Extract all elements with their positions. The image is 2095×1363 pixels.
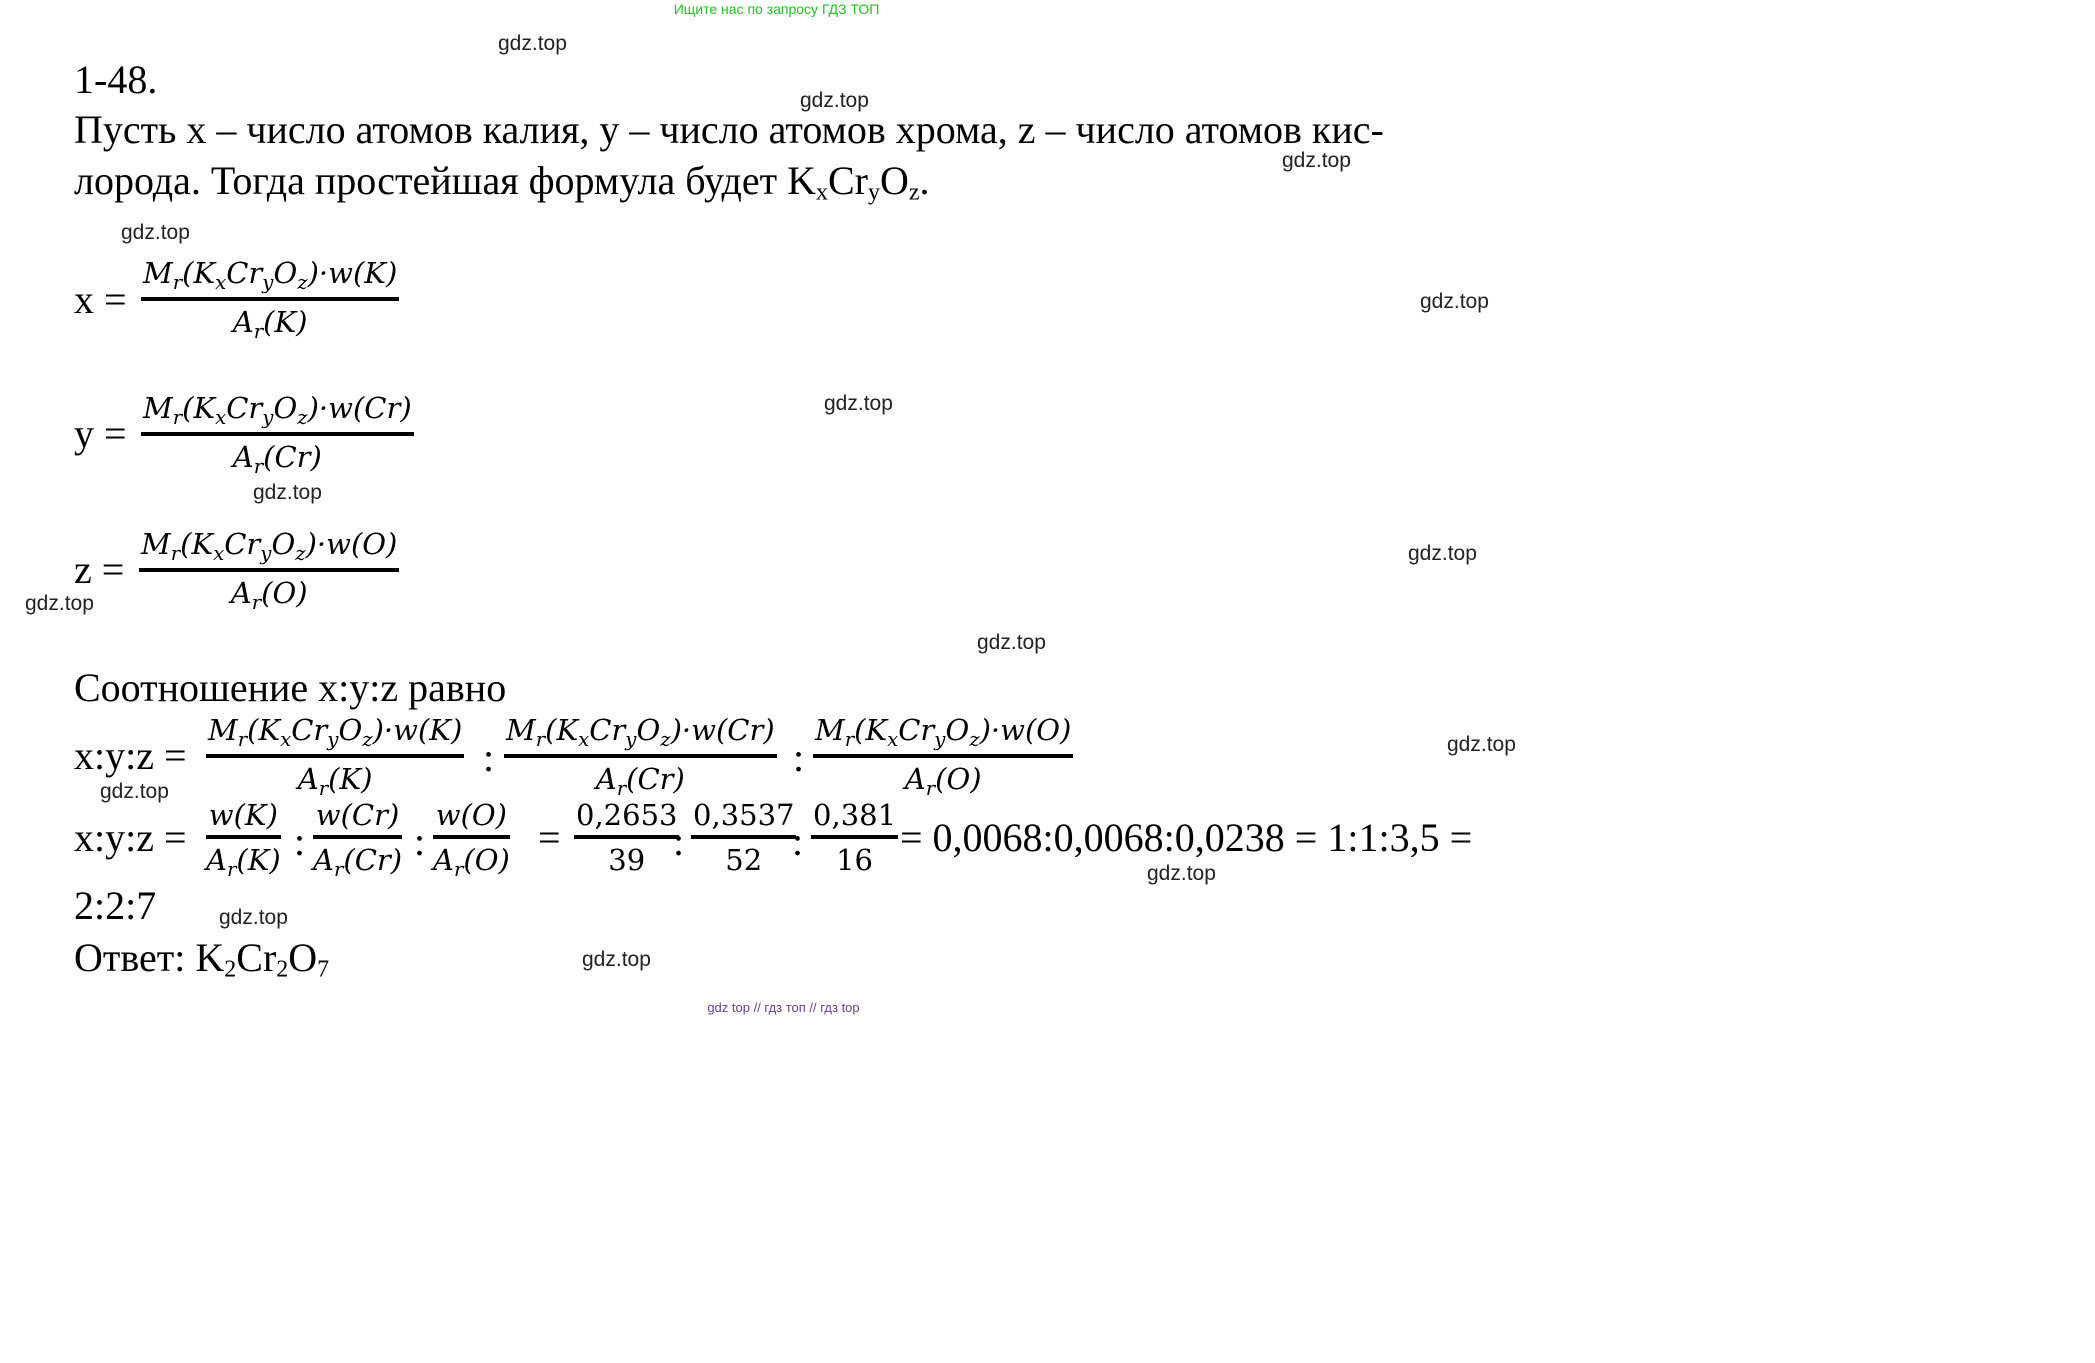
eq-x-lhs: x =: [74, 277, 127, 322]
footer-links: gdz top // гдз топ // гдз top: [707, 1000, 860, 1015]
colon: :: [673, 819, 685, 864]
answer: Ответ: $K_2Cr_2O_7$: [74, 935, 330, 983]
eq-z-lhs: z =: [74, 547, 125, 592]
fraction-x: $M_r(K_xCr_yO_z)\cdot w(K)$ $A_r(K)$: [143, 256, 398, 343]
watermark: gdz.top: [977, 631, 1046, 654]
fraction-z: $M_r(K_xCr_yO_z)\cdot w(O)$ $A_r(O)$: [141, 527, 398, 614]
frac-val-cr: 0,3537 52: [693, 798, 795, 877]
watermark: gdz.top: [219, 906, 288, 929]
watermark: gdz.top: [582, 948, 651, 971]
watermark: gdz.top: [25, 592, 94, 615]
intro-line-1: Пусть x – число атомов калия, y – число атомов хрома, z – число атомов кис-: [74, 107, 1384, 152]
watermark: gdz.top: [1147, 862, 1216, 885]
intro-line-2: лорода. Тогда простейшая формула будет $K_xCr_yO_z$.: [74, 158, 930, 206]
ratio-lhs-2: x:y:z =: [74, 815, 187, 860]
search-banner: Ищите нас по запросу ГДЗ ТОП: [673, 1, 880, 17]
watermark: gdz.top: [121, 221, 190, 244]
colon: :: [294, 819, 306, 864]
frac-val-k: 0,2653 39: [576, 798, 678, 877]
watermark: gdz.top: [1282, 149, 1351, 172]
colon: :: [792, 819, 804, 864]
watermark: gdz.top: [1420, 290, 1489, 313]
ratio-final: 2:2:7: [74, 883, 157, 928]
colon: :: [793, 735, 805, 780]
ratio-lhs-1: x:y:z =: [74, 733, 187, 778]
eq-y-lhs: y =: [74, 411, 127, 456]
frac-w-cr: w(Cr) $A_r(Cr)$: [313, 798, 403, 881]
frac-w-o: w(O) $A_r(O)$: [433, 798, 510, 881]
colon: :: [414, 819, 426, 864]
watermark: gdz.top: [800, 89, 869, 112]
frac-val-o: 0,381 16: [813, 798, 897, 877]
watermark: gdz.top: [824, 392, 893, 415]
fraction-y: $M_r(K_xCr_yO_z)\cdot w(Cr)$ $A_r(Cr)$: [143, 391, 412, 478]
frac-w-k: w(K) $A_r(K)$: [206, 798, 281, 881]
watermark: gdz.top: [1447, 733, 1516, 756]
watermark: gdz.top: [253, 481, 322, 504]
ratio-fraction-k: $M_r(K_xCr_yO_z)\cdot w(K)$ $A_r(K)$: [208, 713, 463, 800]
ratio-result: = 0,0068:0,0068:0,0238 = 1:1:3,5 =: [900, 815, 1473, 860]
watermark: gdz.top: [498, 32, 567, 55]
watermark: gdz.top: [1408, 542, 1477, 565]
problem-number: 1-48.: [74, 57, 158, 102]
ratio-fraction-cr: $M_r(K_xCr_yO_z)\cdot w(Cr)$ $A_r(Cr)$: [506, 713, 775, 800]
equals: =: [538, 815, 561, 860]
ratio-fraction-o: $M_r(K_xCr_yO_z)\cdot w(O)$ $A_r(O)$: [815, 713, 1072, 800]
colon: :: [483, 735, 495, 780]
watermark: gdz.top: [100, 780, 169, 803]
ratio-heading: Соотношение x:y:z равно: [74, 665, 507, 710]
